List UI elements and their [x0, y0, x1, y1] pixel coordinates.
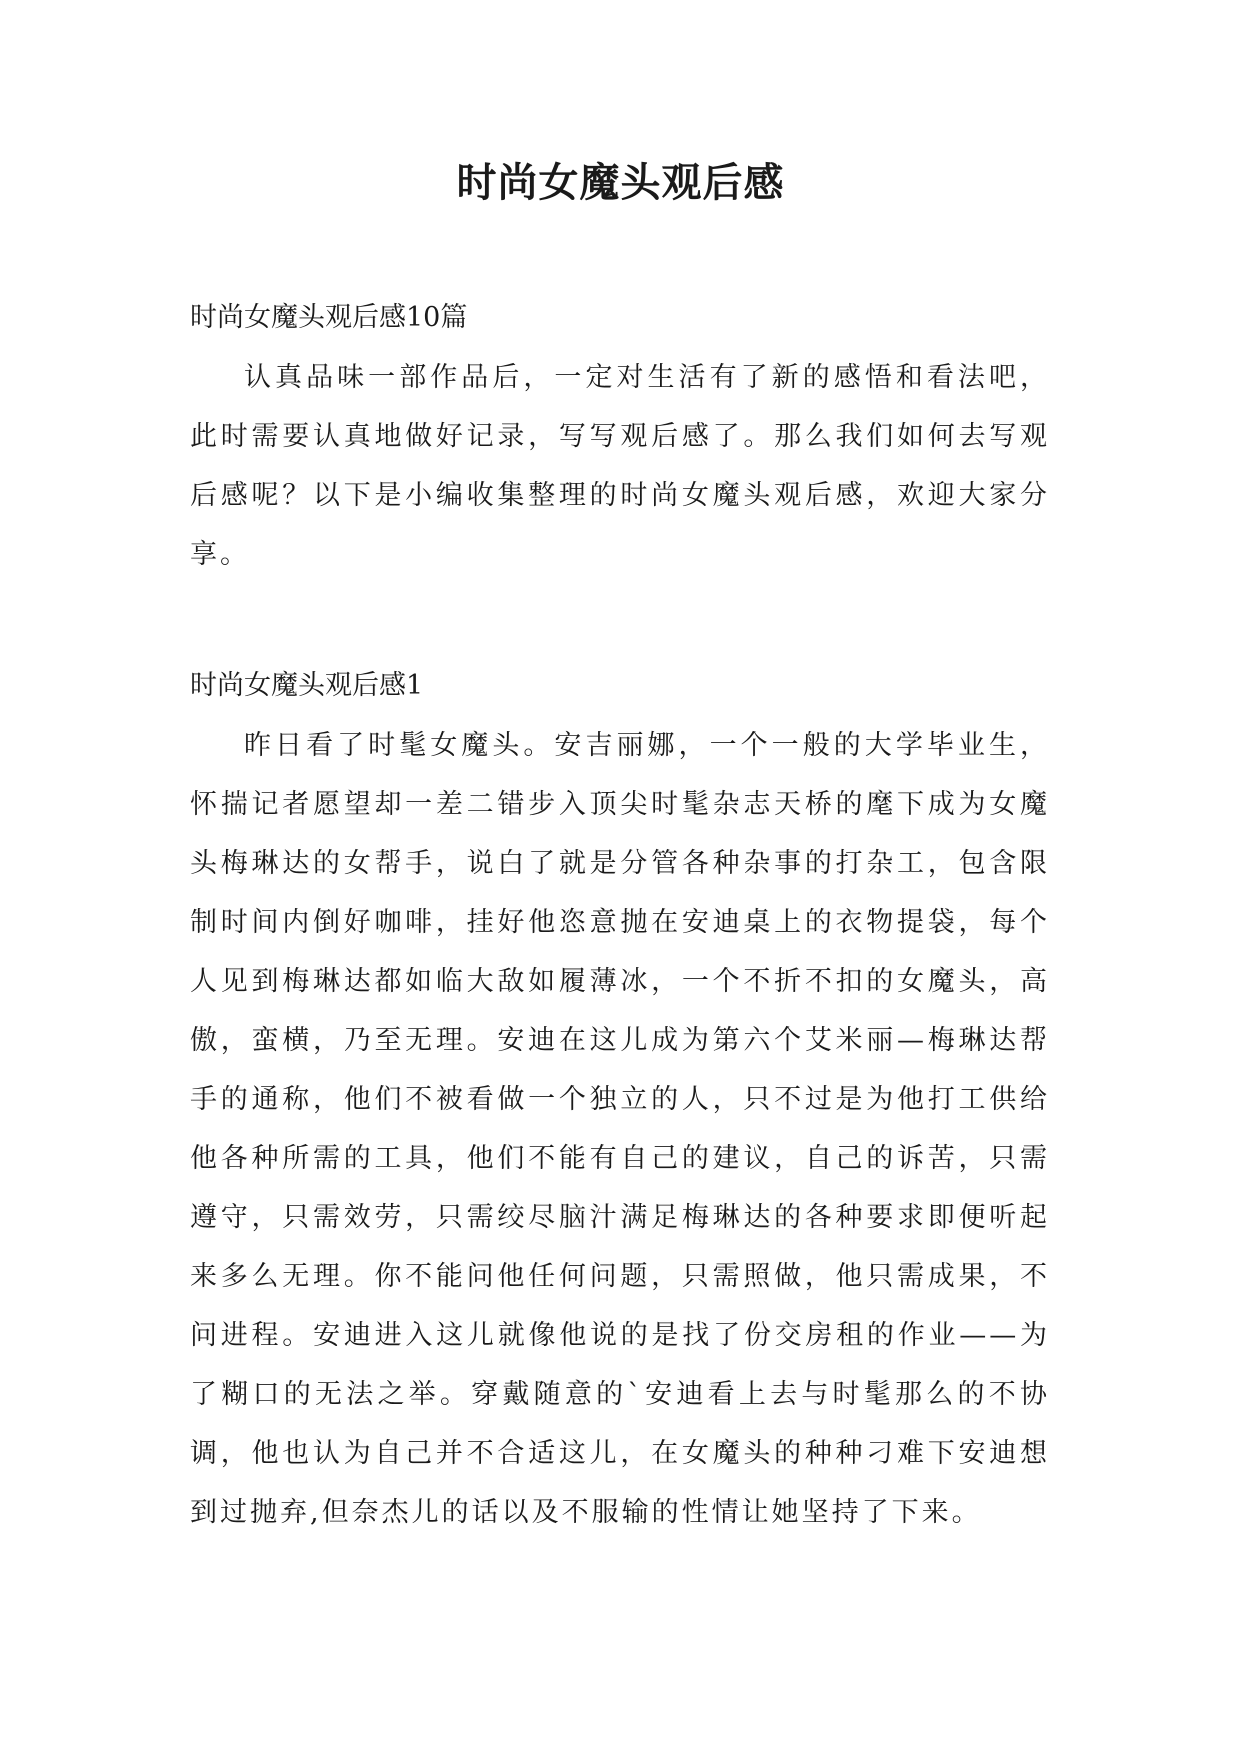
section-spacer: [190, 584, 1050, 656]
document-body: [190, 288, 1050, 1542]
intro-paragraph: 认真品味一部作品后，一定对生活有了新的感悟和看法吧，此时需要认真地做好记录，写写观后感了。那么我们如何去写观后感呢？以下是小编收集整理的时尚女魔头观后感，欢迎大家分享。: [190, 362, 1050, 570]
section1-paragraph: 昨日看了时髦女魔头。安吉丽娜，一个一般的大学毕业生，怀揣记者愿望却一差二错步入顶尖时髦杂志天桥的麾下成为女魔头梅琳达的女帮手，说白了就是分管各种杂事的打杂工，包含限制时间内倒好咖啡，挂好他恣意抛在安迪桌上的衣物提袋，每个人见到梅琳达都如临大敌如履薄冰，一个不折不扣的女魔头，高傲，蛮横，乃至无理。安迪在这儿成为第六个艾米丽—梅琳达帮手的通称，他们不被看做一个独立的人，只不过是为他打工供给他各种所需的工具，他们不能有自己的建议，自己的诉苦，只需遵守，只需效劳，只需绞尽脑汁满足梅琳达的各种要求即便听起来多么无理。你不能问他任何问题，只需照做，他只需成果，不问进程。安迪进入这儿就像他说的是找了份交房租的作业——为了糊口的无法之举。穿戴随意的`安迪看上去与时髦那么的不协调，他也认为自己并不合适这儿，在女魔头的种种刁难下安迪想到过抛弃,但奈杰儿的话以及不服输的性情让她坚持了下来。: [190, 730, 1050, 1528]
document-title: 时尚女魔头观后感: [456, 159, 785, 206]
section1-heading: 时尚女魔头观后感1: [190, 670, 424, 701]
intro-heading: 时尚女魔头观后感10篇: [190, 302, 468, 333]
